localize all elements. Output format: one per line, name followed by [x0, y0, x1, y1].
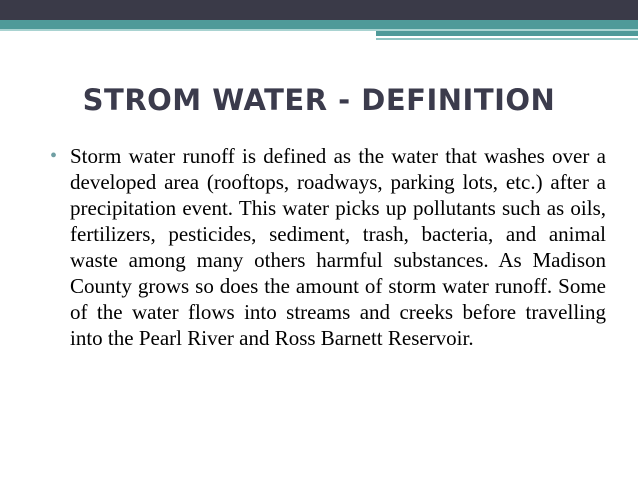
right-accent-bar — [376, 31, 638, 36]
bullet-item — [48, 143, 606, 351]
bullet-dot-icon: • — [50, 145, 58, 167]
right-accent-line — [376, 38, 638, 40]
header-bar — [0, 0, 638, 20]
bullet-text: Storm water runoff is defined as the water that washes over a developed area (rooftops, roadways, parking lots, etc.) after a precipitation event. This water picks up pollutants such as oils, fertilizers, pesticides, sediment, trash, bacteria, and animal waste among many others harmful substances. As Madison County grows so does the amount of storm water runoff. Some of the water flows into streams and creeks before travelling into the Pearl River and Ross Barnett Reservoir. — [70, 144, 606, 350]
slide-title: STROM WATER - DEFINITION — [82, 83, 556, 117]
header-accent-band — [0, 20, 638, 29]
bullet-list — [48, 143, 606, 351]
